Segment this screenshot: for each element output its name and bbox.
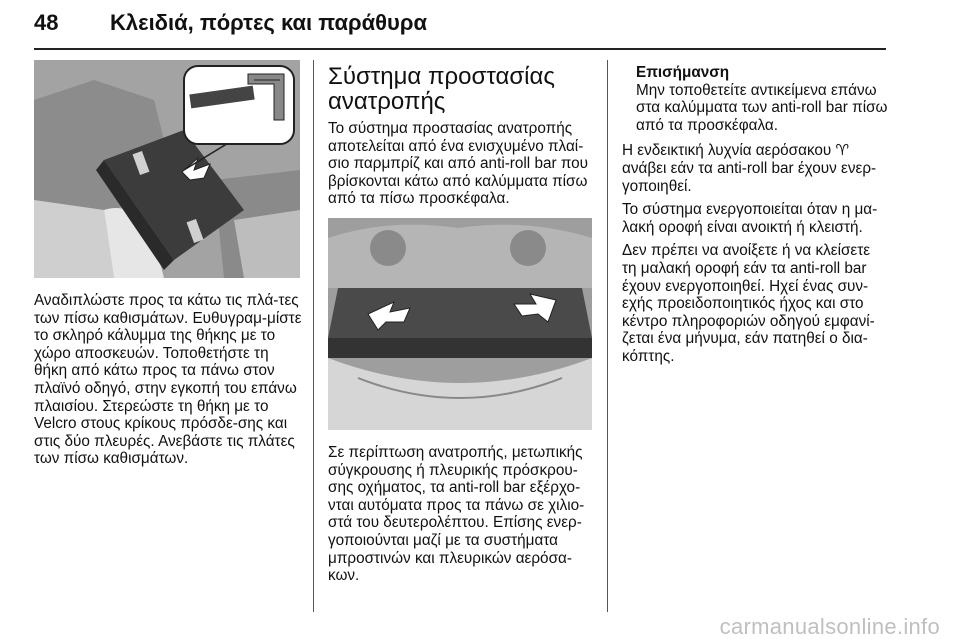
- page-number: 48: [34, 10, 59, 35]
- note-body: Μην τοποθετείτε αντικείμενα επάνω στα καλύμματα των anti-roll bar πίσω από τα προσκέφαλα.: [636, 81, 888, 134]
- note-title: Επισήμανση: [636, 64, 730, 81]
- figure-rollover-bars: [328, 218, 592, 430]
- warning-text: Δεν πρέπει να ανοίξετε ή να κλείσετε τη μαλακή οροφή εάν τα anti-roll bar έχουν ενεργοποιηθεί. Ηχεί ένας συν-εχής προειδοποιητικός ήχος και στο κέντρο πληροφοριών οδηγού εμφανί-ζεται ένα μήνυμα, εάν πατηθεί ο δια-κόπτης.: [622, 242, 875, 365]
- activation-text: Το σύστημα ενεργοποιείται όταν η μα-λακή οροφή είναι ανοικτή ή κλειστή.: [622, 201, 878, 236]
- middle-column: [328, 64, 598, 208]
- rollover-description: Σε περίπτωση ανατροπής, μετωπικής σύγκρουσης ή πλευρικής πρόσκρου-σης οχήματος, τα anti-roll bar εξέρχο-νται αυτόματα προς τα πάνω σε χιλιο-στά του δευτερολέπτου. Επίσης ενερ-γοποιούνται μαζί με τα συστήματα μπροστινών και πλευρικών αερόσα-κων.: [328, 444, 585, 585]
- figure-trunk-cover: [34, 60, 300, 278]
- left-column-text: [34, 292, 304, 468]
- header-rule: [34, 48, 886, 50]
- trunk-cover-illustration: [34, 60, 300, 278]
- right-column: [622, 64, 888, 372]
- page-title: Κλειδιά, πόρτες και παράθυρα: [110, 10, 427, 35]
- middle-column-lower: [328, 444, 598, 585]
- page-header: [34, 4, 886, 48]
- section-heading: Σύστημα προστασίας ανατροπής: [328, 63, 555, 115]
- rollover-illustration: [328, 218, 592, 430]
- trunk-cover-instructions: Αναδιπλώστε προς τα κάτω τις πλά-τες των πίσω καθισμάτων. Ευθυγραμ-μίστε το σκληρό κάλυμμα της θήκης με το χώρο αποσκευών. Τοποθετήστε τη θήκη από κάτω προς τα πάνω στον πλαϊνό οδηγό, στην εγκοπή του επάνω πλαισίου. Στερεώστε τη θήκη με το Velcro στους κρίκους πρόσδε-σης και στις δύο πλευρές. Ανεβάστε τις πλάτες των πίσω καθισμάτων.: [34, 292, 302, 468]
- column-divider-1: [313, 60, 314, 612]
- footer-brand: carmanualsonline.info: [719, 614, 940, 639]
- airbag-indicator-text: Η ενδεικτική λυχνία αερόσακου ♈ ανάβει εάν τα anti-roll bar έχουν ενερ-γοποιηθεί.: [622, 142, 877, 195]
- column-divider-2: [607, 60, 608, 612]
- rollover-intro: Το σύστημα προστασίας ανατροπής αποτελείται από ένα ενισχυμένο πλαί-σιο παρμπρίζ και από anti-roll bar που βρίσκονται κάτω από καλύμματα πίσω από τα πίσω προσκέφαλα.: [328, 120, 589, 208]
